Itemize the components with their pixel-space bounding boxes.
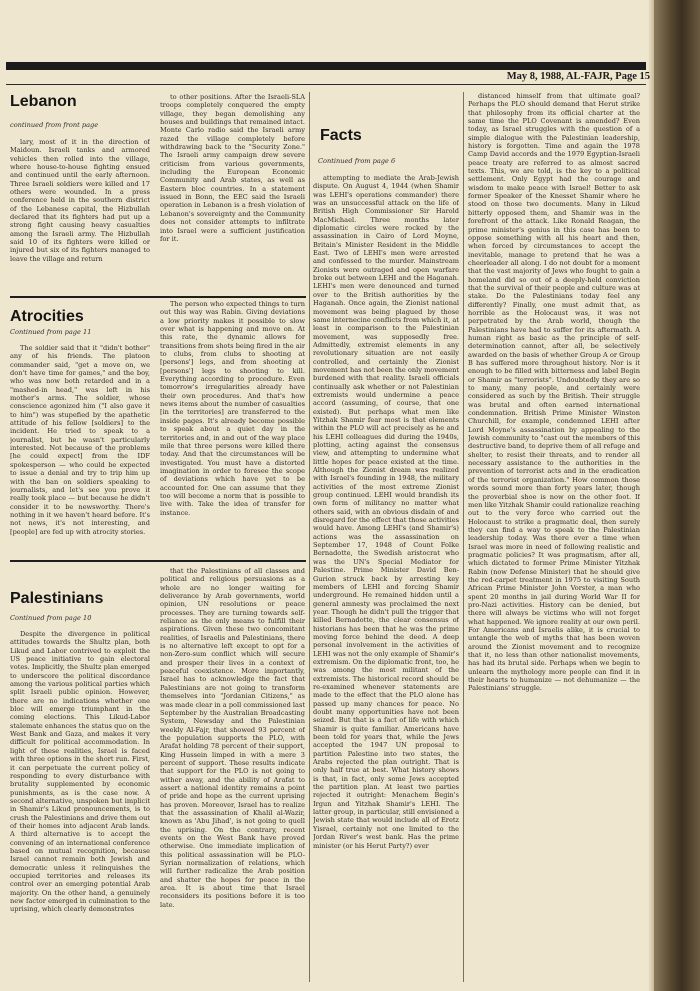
palestinians-column-1: [10, 630, 150, 982]
atrocities-body-2: The person who expected things to turn out this way was Rabin. Giving deviations a low priority makes it possible to slow over what is happening and move on. At this rate, the dynamic allows for transitions from shots being fired in the air to clubs, from clubs to shooting at [persons'] legs, and from shooting at [persons'] legs to shooting to kill. Everything according to procedure. Even tomorrow's irregularities already have their own procedures. And that's how news items about the number of casualties [in the territories] are transferred to the inside pages. It's already become possible to speak about a quiet day in the territories and, in and out of the way place mile that three persons were killed there today. And that the circumstances will be investigated. You must have a distorted imagination in order to foresee the scope of deviations which have yet to be accounted for. One can assume that they too will become a norm that is possible to live with. Take the idea of transfer for instance.: [160, 300, 305, 517]
section-rule-1: [10, 296, 306, 298]
facts-column-2: [468, 92, 640, 982]
atrocities-column-1: [10, 344, 150, 554]
lebanon-column-1: [10, 138, 150, 293]
facts-headline: Facts: [320, 127, 362, 144]
binding-spine: [654, 0, 700, 991]
atrocities-continued: Continued from page 11: [10, 328, 92, 336]
lebanon-continued: continued from front page: [10, 121, 99, 129]
palestinians-body-1: Despite the divergence in political attitudes towards the Shultz plan, both Likud and Labor contrived to exploit the US peace initiative to gain electoral votes. Implicitly, the Shultz plan emerged to underscore the political discordance among the various political parties which split Israeli public opinion. However, there are no indications whether one bloc will emerge triumphant in the coming elections. This Likud-Labor stalemate enhances the status quo on the West Bank and Gaza, and makes it very difficult for political accommodation. In light of these realities, Israel is faced with three options in the short run. First, it can perpetuate the current policy of responding to every disturbance with brutality supplemented by economic punishments, as is the case now. A second alternative, unspoken but implicit in Shamir's Likud pronouncements, is to crush the Palestinians and drive them out of their homes into adjacent Arab lands. A third alternative is to accept the convening of an international conference based on mutual recognition, because Israel cannot remain both Jewish and democratic unless it relinquishes the occupied territories and releases its control over an emerging potential Arab majority. On the other hand, a genuinely new factor emerged in culmination to the uprising, which clearly demonstrates: [10, 630, 150, 914]
lebanon-body-2: to other positions. After the Israeli-SLA troops completely conquered the empty village, they began demolishing any houses and buildings that remained intact. Monte Carlo radio said the Israeli army razed the village completely before withdrawing back to the "Security Zone." The Israeli army campaign drew severe criticism from various governments, including the European Economic Community and Arab states, as well as Eastern bloc countries. In a statement issued in Bonn, the EEC said the Israeli operation in Lebanon is a fresh violation of Lebanon's sovereignty and the Community does not consider attempts to infiltrate into Israel were a sufficient justification for it.: [160, 93, 305, 243]
masthead-date: May 8, 1988, AL-FAJR, Page 15: [506, 71, 650, 82]
masthead-rule: [6, 84, 646, 85]
palestinians-column-2: [160, 567, 305, 982]
atrocities-body-1: The soldier said that it "didn't bother" any of his friends. The platoon commander said, "get a move on, we don't have time for games," and the boy, who was now both retarded and in a "mashed-in head," was left in his mother's arms. The soldier, whose conscience agonized him ("I also gave it to him") was stupefied by the apathetic attitude of his fellow [soldiers] to the incident. He tried to speak to a journalist, but he wasn't particularly interested. Not because of the problems [he could expect] from the IDF spokesperson — who could be expected to issue a denial and try to trip him up with the ban on soldiers speaking to journalists, and let's see you prove it really took place — but because he didn't consider it to be newsworthy. There's nothing in it we haven't heard before. It's not news, it's not interesting, and [people] are fed up with atrocity stories.: [10, 344, 150, 536]
atrocities-column-2: [160, 300, 305, 554]
palestinians-body-2: that the Palestinians of all classes and political and religious persuasions as a whole are no longer waiting for deliverance by Arab governments, world opinion, UN resolutions or peace processes. They are turning towards self-reliance as the only means to fulfill their aspirations. Given these two concomitant realities, of Israelis and Palestinians, there is no alternative left except to opt for a non-Zero-sum conflict which will secure and prosper their lives in a context of peaceful coexistence. More importantly, Israel has to acknowledge the fact that Palestinians are not going to transform themselves into "Jordanian Citizens," as was made clear in a poll commissioned last September by the Australian Broadcasting System, Newsday and the Palestinian weekly Al-Fajr, that showed 93 percent of the population supports the PLO, with Arafat holding 78 percent of their support, King Hussein limped in with a mere 3 percent of support. These results indicate that support for the PLO is not going to wither away, and the ability of Arafat to assert a national identity remains a point of pride and hope as the current uprising has proven. Moreover, Israel has to realize that the assassination of Khalil al-Wazir, known as 'Abu Jihad', is not going to quell the uprising. On the contrary, recent events on the West Bank have proved otherwise. One immediate implication of this political assassination will be PLO-Syrian normalization of relations, which will further radicalize the Arab position and shatter the hopes for peace in the area. It is about time that Israel reconsiders its positions before it is too late.: [160, 567, 305, 909]
facts-body-1: attempting to mediate the Arab-Jewish dispute. On August 4, 1944 (when Shamir was LEHI's operations commander) there was an unsuccessful attack on the life of British High Commissioner Sir Harold MacMichael. Three months later diplomatic circles were rocked by the assassination in Cairo of Lord Moyne, Britain's Minister Resident in the Middle East. Two of LEHI's men were arrested and confessed to the murder. Mainstream Zionists were outraged and open warfare broke out between LEHI and the Haganah. LEHI's men were denounced and turned over to the British authorities by the Haganah. Once again, the Zionist national movement was being plagued by those same internecine conflicts from which it, at least in comparison to the Palestinian movement, was supposedly free. Admittedly, extremist elements in any revolutionary situation are not easily controlled, and certainly the Zionist movement has not been the only movement burdened with that reality. Israeli officials continually ask whether or not Palestinian extremists would undermine a peace accord (assuming, of course, that one existed). But perhaps what men like Yitzhak Shamir fear most is that elements within the PLO will act precisely as he and his LEHI colleagues did during the 1940s, plotting, acting against the consensus view, and attempting to undermine what little hopes for peace existed at the time. Although the Zionist dream was realized with Israel's founding in 1948, the military activities of the most extreme Zionist group continued. LEHI would brandish its own form of militancy no matter what others said, with an obvious disdain of and disregard for the effect that those activities would have. Among LEHI's (and Shamir's) actions was the assassination on September 17, 1948 of Count Folke Bernadotte, the Swedish aristocrat who was the UN's Special Mediator for Palestine. Prime Minister David Ben-Gurion struck back by arresting key members of LEHI and forcing Shamir underground. He remained hidden until a general amnesty was proclaimed the next year. Though he didn't pull the trigger that killed Bernadotte, the clear consensus of historians has been that he was the prime moving force behind the deed. A deep personal involvement in the activities of LEHI was not the only example of Shamir's extremism. On the diplomatic front, too, he was among the most militant of the extremists. The historical record should be re-examined whenever statements are made to the effect that the PLO alone has passed up many chances for peace. No doubt many opportunities have not been seized. But that is a fact of life with which Shamir is quite familiar. Americans have been told for years that, while the Jews accepted the 1947 UN proposal to partition Palestine into two states, the Arabs rejected the plan outright. That is only half true at best. What history shows is that, in fact, only some Jews accepted the partition plan. At least two parties rejected it outright: Menachem Begin's Irgun and Yitzhak Shamir's LEHI. The latter group, in particular, still envisioned a Jewish state that would include all of Eretz Yisrael, certainly not one limited to the Jordan River's west bank. Has the prime minister (or his Herut Party?) ever: [313, 174, 459, 850]
masthead-bar: [6, 62, 646, 70]
facts-continued: Continued from page 6: [318, 157, 396, 165]
column-divider-2: [463, 92, 464, 982]
atrocities-headline: Atrocities: [10, 308, 84, 325]
palestinians-headline: Palestinians: [10, 590, 104, 607]
column-divider-1: [309, 92, 310, 982]
lebanon-headline: Lebanon: [10, 93, 77, 110]
lebanon-column-2: [160, 93, 305, 293]
facts-column-1: [313, 174, 459, 982]
lebanon-body-1: lary, most of it in the direction of Maidoun. Israeli tanks and armored vehicles then rolled into the village, where house-to-house fighting ensued and continued until the early afternoon. Three Israeli soldiers were killed and 17 others were wounded. In a press conference held in the southern district of the Lebanese capital, the Hizbullah declared that its fighters had put up a strong fight causing heavy casualties among the Israeli army. The Hizbullah said 10 of its fighters were killed or injured but six of its fighters managed to leave the village and return: [10, 138, 150, 263]
section-rule-2: [10, 560, 306, 562]
facts-body-2: distanced himself from that ultimate goal? Perhaps the PLO should demand that Herut strike that philosophy from its official charter at the same time the PLO Covenant is amended? Even today, as Israel struggles with the question of a simple dialogue with the Palestinian leadership, history is forgotten. Time and again the 1978 Camp David accords and the 1979 Egyptian-Israeli peace treaty are referred to as almost sacred texts. This, we are told, is the key to a political settlement. Only Egypt had the courage and wisdom to make peace with Israel! Better to ask former Speaker of the Knesset Shamir where he stood on those two documents. Many in Likud bitterly opposed them, and Shamir was in the forefront of the attack. Like Ronald Reagan, the prime minister's genius in this case has been to oppose something with all his heart and then, when forced by circumstances to accept the inevitable, manage to pretend that he was a cheerleader all along. I do not doubt for a moment that the vast majority of Jews who fought to gain a homeland did so out of a deeply-held conviction that the survival of their people and culture was at stake. Do the Palestinians today feel any differently? Finally, one must admit that, as horrible as the Holocaust was, it was not perpetrated by the Arab world, though the Palestinians have had to suffer for its aftermath. A human right as basic as the principle of self-determination cannot, after all, be selectively awarded on the basis of whether Group A or Group B has suffered more throughout history. Nor is it enough to be filled with bitterness and label Begin or Shamir as "terrorists". Undoubtedly they are so to many, many people, and certainly were considered as such by the British. Their struggle was brutal and often earned international condemnation. British Prime Minister Winston Churchill, for example, condemned LEHI after Lord Moyne's assassination by appealing to the Jewish community to "cast out the members of this destructive band, to deprive them of all refuge and shelter, to resist their threats, and to render all necessary assistance to the authorities in the prevention of terrorist acts and in the eradication of the terrorist organization." How common those words sound more than forty years later, though the proverbial shoe is now on the other foot. If men like Yitzhak Shamir could rationalize reaching out to the very force who carried out the Holocaust to strike a pragmatic deal, then surely they can find a way to speak to the Palestinian leadership today. Was there ever a time when Israel was more in need of following realistic and pragmatic policies? It was pragmatism, after all, which dictated to former Prime Minister Yitzhak Rabin (now Defense Minister) that he should give the red-carpet treatment in 1975 to visiting South African Prime Minister John Vorster, a man who spent 20 months in jail during World War II for pro-Nazi activities. History can be denied, but there will always be victims who will not forget what happened. We ignore reality at our own peril. For Americans and Israelis alike, it is crucial to untangle the web of myths that has been woven around the Zionist movement and to recognize that it, no less than other nationalist movements, has had its brutal side. Perhaps when we begin to unlearn the mythology more people can find it in their hearts to humanize — not dehumanize — the Palestinians' struggle.: [468, 92, 640, 693]
palestinians-continued: Continued from page 10: [10, 614, 92, 622]
